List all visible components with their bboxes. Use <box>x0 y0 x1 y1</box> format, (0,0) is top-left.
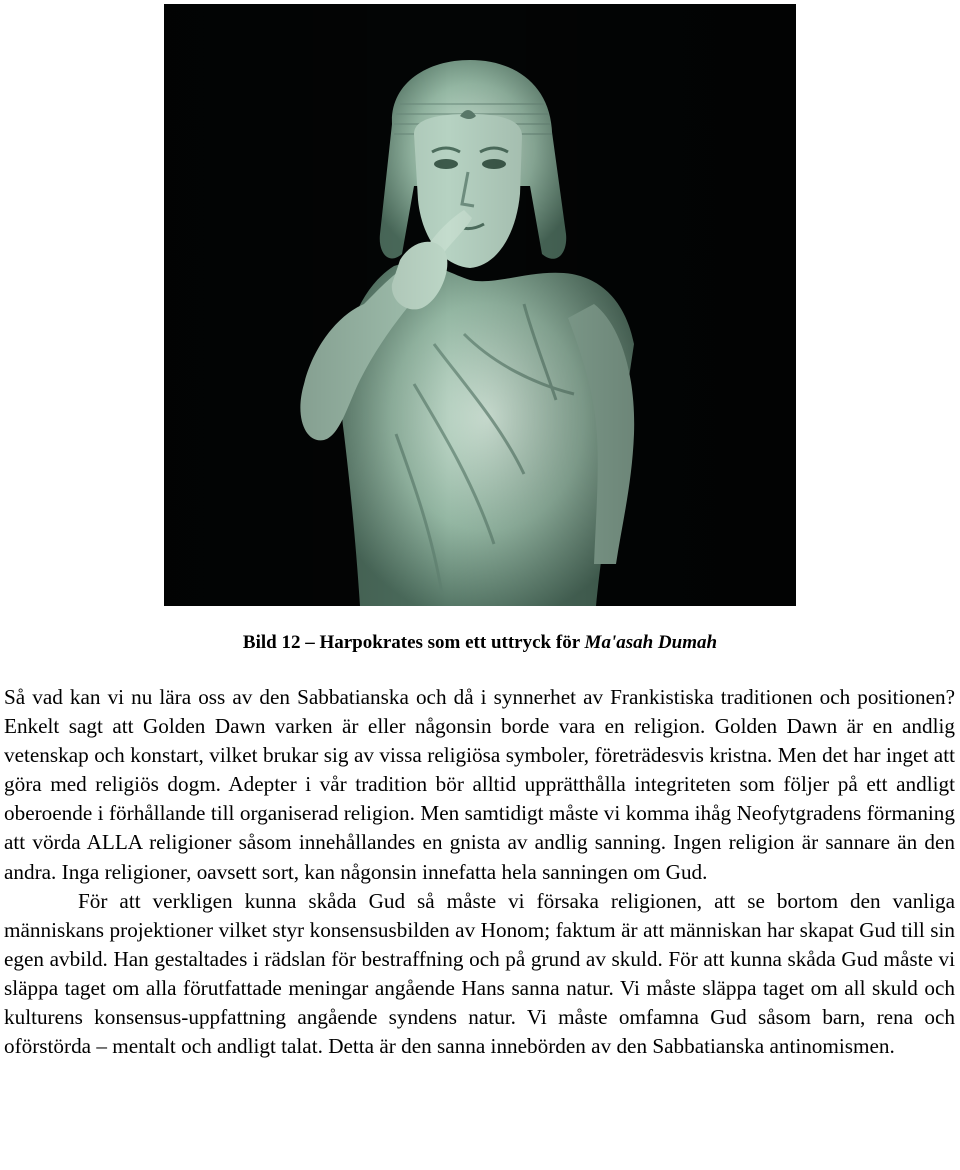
paragraph-1: Så vad kan vi nu lära oss av den Sabbatianska och då i synnerhet av Frankistiska traditionen och positionen? Enkelt sagt att Golden Dawn varken är eller någonsin borde vara en religion. Golden Dawn är en andlig vetenskap och konstart, vilket brukar sig av vissa religiösa symboler, företrädesvis kristna. Men det har inget att göra med religiös dogm. Adepter i vår tradition bör alltid upprätthålla integriteten som följer på ett andligt oberoende i förhållande till organiserad religion. Men samtidigt måste vi komma ihåg Neofytgradens förmaning att vörda ALLA religioner såsom innehållandes en gnista av andlig sanning. Ingen religion är sannare än den andra. Inga religioner, oavsett sort, kan någonsin innefatta hela sanningen om Gud. <box>4 685 955 884</box>
paragraph-2: För att verkligen kunna skåda Gud så måste vi försaka religionen, att se bortom den vanliga människans projektioner vilket styr konsensusbilden av Honom; faktum är att människan har skapat Gud till sin egen avbild. Han gestaltades i rädslan för bestraffning och på grund av skuld. För att kunna skåda Gud måste vi släppa taget om alla förutfattade meningar angående Hans sanna natur. Vi måste släppa taget om all skuld och kulturens konsensus-uppfattning angående syndens natur. Vi måste omfamna Gud såsom barn, rena och oförstörda – mentalt och andligt talat. Detta är den sanna innebörden av den Sabbatianska antinomismen. <box>4 888 955 1059</box>
figure-caption <box>0 630 960 656</box>
caption-italic-title: Ma'asah Dumah <box>584 632 718 653</box>
harpokrates-statue-photo-icon <box>164 4 796 606</box>
caption-prefix: Bild 12 – Harpokrates som ett uttryck för <box>242 632 585 653</box>
harpokrates-statue-image <box>164 4 796 606</box>
body-text <box>4 683 955 1061</box>
